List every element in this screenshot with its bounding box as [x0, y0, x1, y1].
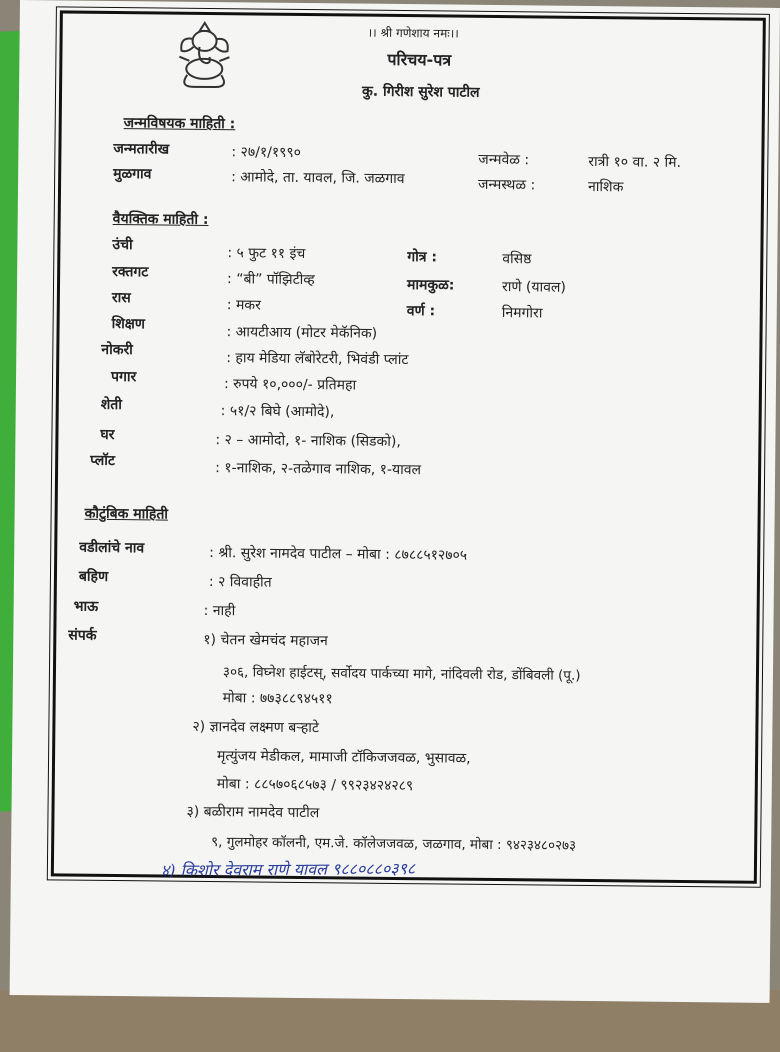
contact-2-name: २) ज्ञानदेव लक्ष्मण बऱ्हाटे [192, 718, 320, 737]
contact-2-mobile: मोबा : ८८५७०६८५७३ / ९९२३४२४२८९ [216, 776, 414, 795]
brother-label: भाऊ [73, 598, 99, 615]
plot-value: : १-नाशिक, २-तळेगाव नाशिक, १-यावल [215, 460, 422, 479]
father-value: : श्री. सुरेश नामदेव पाटील – मोबा : ८७८८५१२७०५ [209, 545, 468, 564]
ras-value: : मकर [226, 297, 261, 314]
education-value: : आयटीआय (मोटर मेकॅनिक) [226, 324, 378, 342]
dob-label: जन्मतारीख [113, 140, 170, 158]
contact-1-address: ३०६, विघ्नेश हाईटस्, सर्वोदय पार्कच्या मागे, नांदिवली रोड, डोंबिवली (पू.) [222, 664, 581, 684]
education-label: शिक्षण [111, 315, 146, 333]
ganesh-icon [169, 17, 240, 93]
sister-label: बहिण [78, 568, 109, 585]
salary-label: पगार [110, 368, 137, 386]
house-label: घर [100, 426, 115, 444]
family-section-heading: कौटुंबिक माहिती [84, 505, 169, 523]
contact-3-name: ३) बळीराम नामदेव पाटील [186, 803, 320, 822]
dob-value: : २७/१/१९९० [231, 144, 302, 161]
job-value: : हाय मेडिया लॅबोरेटरी, भिवंडी प्लांट [226, 350, 409, 369]
sister-value: : २ विवाहीत [208, 574, 272, 591]
contact-1-name: १) चेतन खेमचंद महाजन [203, 631, 328, 650]
contact-3-address: ९, गुलमोहर कॉलनी, एम.जे. कॉलेजजवळ, जळगाव, मोबा : ९४२३४८०२७३ [211, 834, 577, 854]
village-label: मुळगाव [113, 165, 152, 183]
ras-label: रास [111, 289, 131, 307]
page-title: परिचय-पत्र [387, 49, 452, 70]
contact-2-address: मृत्युंजय मेडीकल, मामाजी टॉकिजजवळ, भुसावळ, [217, 748, 471, 767]
personal-section-heading: वैयक्तिक माहिती : [112, 210, 209, 228]
blood-group-value: : “बी” पॉझिटीव्ह [227, 271, 315, 289]
birth-place-label: जन्मस्थळ : [478, 176, 536, 194]
handwritten-contact-4: ४) किशोर देवराम राणे यावल ९८८०८८०३९८ [160, 858, 416, 880]
contact-label: संपर्क [68, 627, 97, 644]
plot-label: प्लॉट [90, 452, 116, 470]
farm-label: शेती [100, 396, 122, 414]
village-value: : आमोदे, ता. यावल, जि. जळगाव [231, 169, 405, 188]
height-label: उंची [112, 236, 133, 254]
salary-value: : रुपये १०,०००/- प्रतिमहा [223, 376, 357, 394]
blood-group-label: रक्तगट [112, 263, 149, 281]
candidate-name: कु. गिरीश सुरेश पाटील [361, 83, 480, 101]
height-value: : ५ फुट ११ इंच [227, 245, 306, 263]
birth-section-heading: जन्मविषयक माहिती : [123, 115, 236, 133]
birth-place-value: नाशिक [587, 178, 624, 196]
varna-label: वर्ण : [406, 303, 436, 320]
farm-value: : ५१/२ बिघे (आमोदे), [220, 403, 335, 421]
gotra-label: गोत्र : [407, 249, 438, 266]
birth-time-label: जन्मवेळ : [478, 151, 530, 169]
brother-value: : नाही [203, 602, 236, 620]
mamkul-label: मामकुळ: [406, 277, 455, 294]
gotra-value: वसिष्ठ [502, 251, 532, 268]
mamkul-value: राणे (यावल) [501, 279, 566, 296]
biodata-page [10, 0, 780, 1003]
father-label: वडीलांचे नाव [79, 539, 145, 557]
invocation: ।। श्री गणेशाय नमः।। [367, 25, 459, 41]
birth-time-value: रात्री १० वा. २ मि. [588, 153, 682, 171]
job-label: नोकरी [101, 341, 133, 359]
contact-1-mobile: मोबा : ७७३८८९४५११ [222, 690, 333, 708]
varna-value: निमगोरा [501, 305, 543, 322]
house-value: : २ – आमोदो, १- नाशिक (सिडको), [215, 432, 401, 451]
